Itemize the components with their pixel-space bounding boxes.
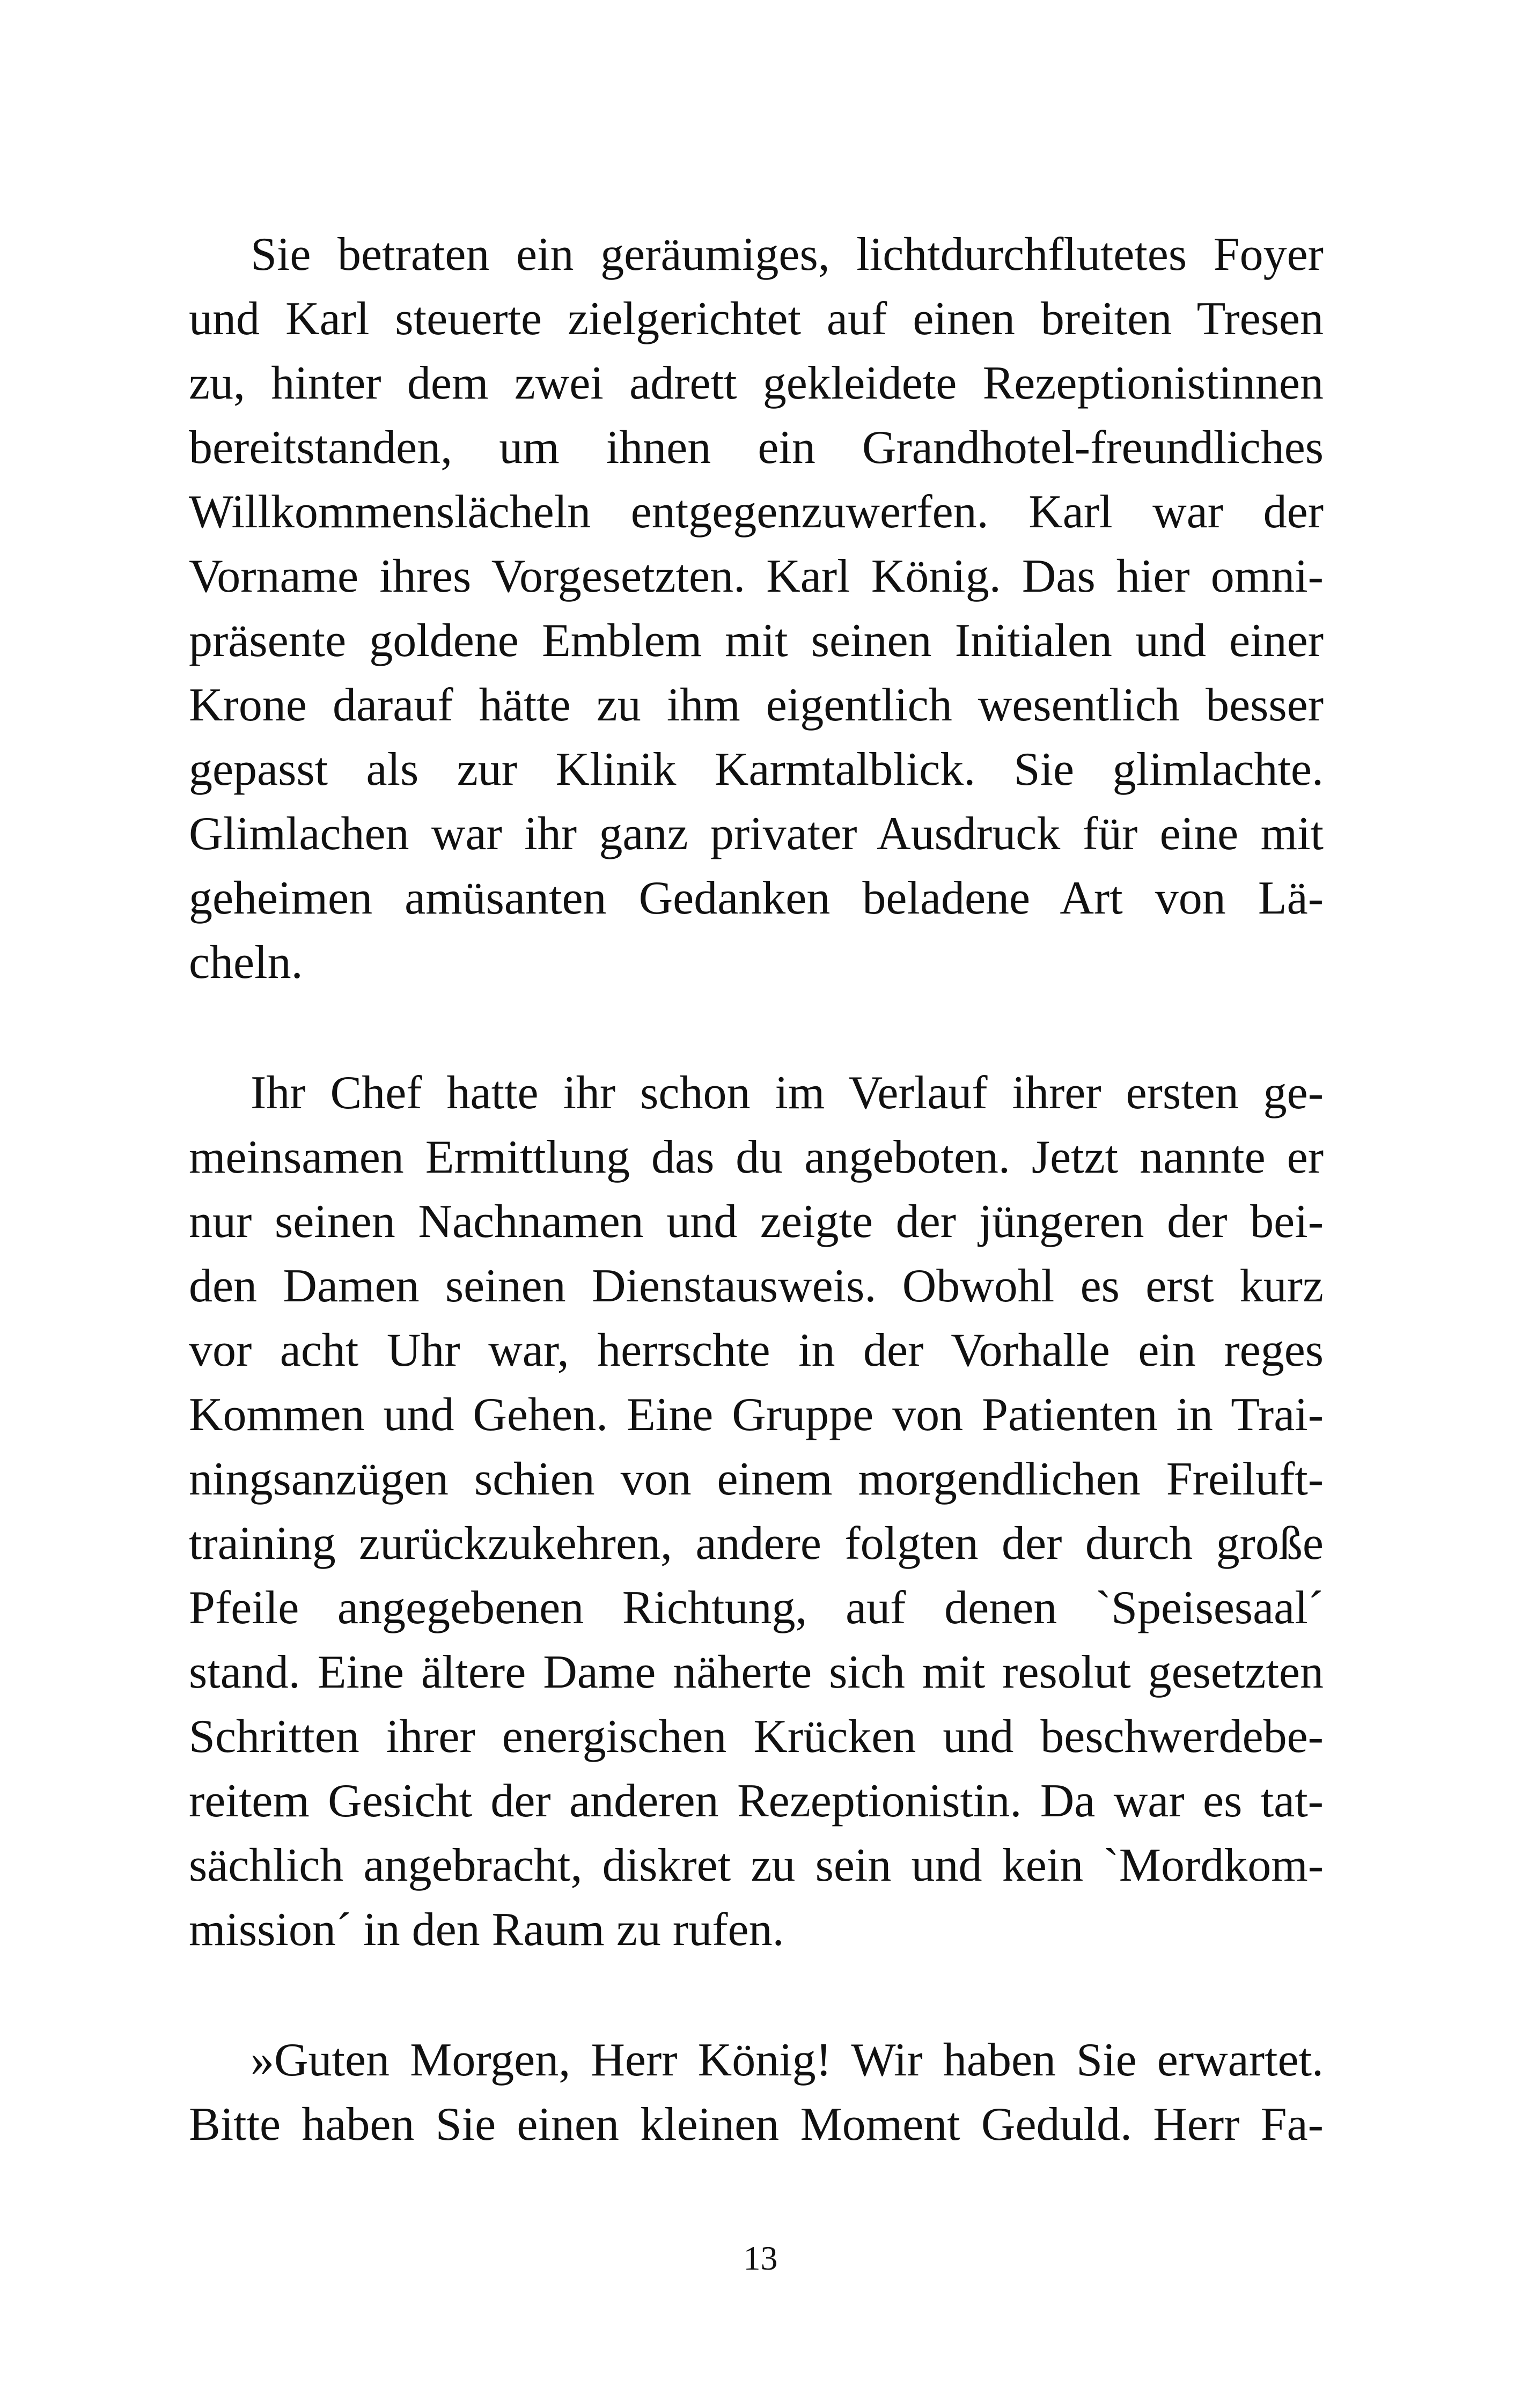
text-line: Bitte haben Sie einen kleinen Moment Geduld. Herr Fa- bbox=[189, 2098, 1324, 2151]
text-line: Schritten ihrer energischen Krücken und beschwerdebe- bbox=[189, 1711, 1324, 1763]
text-line: bereitstanden, um ihnen ein Grandhotel-freundliches bbox=[189, 422, 1324, 474]
text-line: zu, hinter dem zwei adrett gekleidete Rezeptionistinnen bbox=[189, 357, 1324, 409]
text-line: geheimen amüsanten Gedanken beladene Art von Lä- bbox=[189, 872, 1324, 924]
text-line: präsente goldene Emblem mit seinen Initialen und einer bbox=[189, 615, 1324, 667]
text-line: reitem Gesicht der anderen Rezeptionistin. Da war es tat- bbox=[189, 1775, 1324, 1827]
text-line: Ihr Chef hatte ihr schon im Verlauf ihrer ersten ge- bbox=[251, 1067, 1324, 1119]
text-line: und Karl steuerte zielgerichtet auf einen breiten Tresen bbox=[189, 293, 1324, 345]
text-line: Sie betraten ein geräumiges, lichtdurchflutetes Foyer bbox=[251, 229, 1324, 281]
text-line: gepasst als zur Klinik Karmtalblick. Sie glimlachte. bbox=[189, 743, 1324, 796]
text-line: Krone darauf hätte zu ihm eigentlich wesentlich besser bbox=[189, 679, 1324, 731]
paragraph bbox=[189, 223, 1324, 995]
text-line: training zurückzukehren, andere folgten der durch große bbox=[189, 1518, 1324, 1570]
text-line: cheln. bbox=[189, 937, 303, 989]
text-line: »Guten Morgen, Herr König! Wir haben Sie erwartet. bbox=[251, 2034, 1324, 2086]
text-line: Vorname ihres Vorgesetzten. Karl König. Das hier omni- bbox=[189, 550, 1324, 602]
text-line: ningsanzügen schien von einem morgendlichen Freiluft- bbox=[189, 1453, 1324, 1505]
text-line: mission´ in den Raum zu rufen. bbox=[189, 1904, 784, 1956]
text-line: vor acht Uhr war, herrschte in der Vorhalle ein reges bbox=[189, 1324, 1324, 1376]
text-line: nur seinen Nachnamen und zeigte der jüngeren der bei- bbox=[189, 1196, 1324, 1248]
text-line: Pfeile angegebenen Richtung, auf denen `Speisesaal´ bbox=[189, 1582, 1324, 1634]
text-line: stand. Eine ältere Dame näherte sich mit resolut gesetzten bbox=[189, 1646, 1324, 1698]
page-number: 13 bbox=[743, 2239, 778, 2277]
text-line: Kommen und Gehen. Eine Gruppe von Patienten in Trai- bbox=[189, 1389, 1324, 1441]
text-line: Glimlachen war ihr ganz privater Ausdruck für eine mit bbox=[189, 808, 1324, 860]
text-line: sächlich angebracht, diskret zu sein und kein `Mordkom- bbox=[189, 1839, 1324, 1891]
text-line: den Damen seinen Dienstausweis. Obwohl es erst kurz bbox=[189, 1260, 1324, 1312]
paragraph bbox=[189, 2028, 1324, 2157]
text-line: meinsamen Ermittlung das du angeboten. Jetzt nannte er bbox=[189, 1131, 1324, 1183]
paragraph bbox=[189, 1061, 1324, 1962]
text-line: Willkommenslächeln entgegenzuwerfen. Karl war der bbox=[189, 486, 1324, 538]
